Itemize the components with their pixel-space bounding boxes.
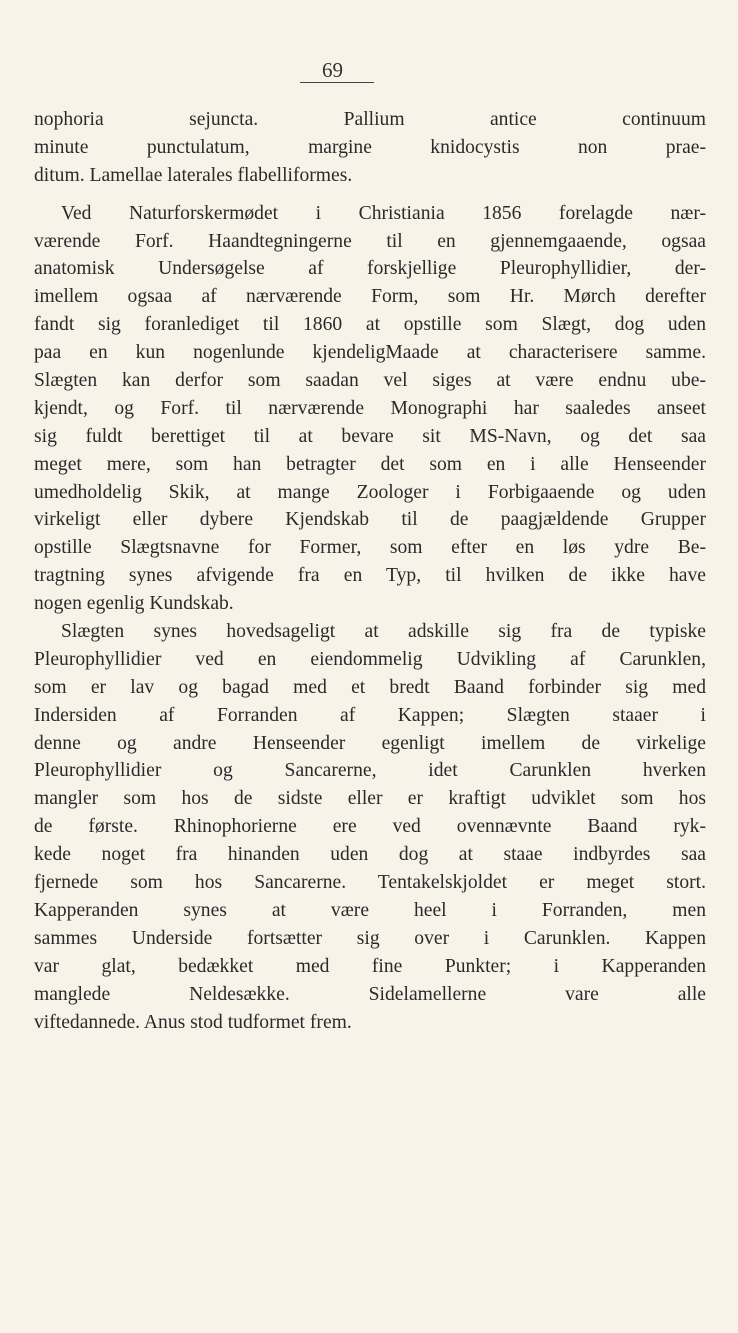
text-line: denne og andre Henseender egenligt imellem de virkelige — [34, 732, 706, 754]
text-line: fjernede som hos Sancarerne. Tentakelskjoldet er meget stort. — [34, 872, 706, 894]
page-number: 69 — [322, 58, 343, 82]
text-line: mangler som hos de sidste eller er kraftigt udviklet som hos — [34, 788, 706, 810]
text-line: kjendt, og Forf. til nærværende Monographi har saaledes anseet — [34, 397, 706, 419]
text-line: viftedannede. Anus stod tudformet frem. — [34, 1011, 352, 1033]
text-line: anatomisk Undersøgelse af forskjellige Pleurophyllidier, der- — [34, 258, 706, 280]
text-line: virkeligt eller dybere Kjendskab til de paagjældende Grupper — [34, 509, 706, 531]
text-line: sammes Underside fortsætter sig over i Carunklen. Kappen — [34, 927, 706, 949]
paragraph-description — [34, 618, 706, 1036]
text-line: som er lav og bagad med et bredt Baand forbinder sig med — [34, 676, 706, 698]
text-line: Pleurophyllidier ved en eiendommelig Udvikling af Carunklen, — [34, 648, 706, 670]
text-line: værende Forf. Haandtegningerne til en gjennemgaaende, ogsaa — [34, 230, 706, 252]
paragraph-latin-diagnosis — [34, 106, 706, 190]
text-line: ditum. Lamellae laterales flabelliformes. — [34, 164, 353, 186]
text-line: Ved Naturforskermødet i Christiania 1856 forelagde nær- — [61, 202, 706, 224]
paragraph-gap — [34, 190, 706, 200]
text-line: fandt sig foranlediget til 1860 at opstille som Slægt, dog uden — [34, 314, 706, 336]
text-line: meget mere, som han betragter det som en i alle Henseender — [34, 453, 706, 475]
text-line: var glat, bedækket med fine Punkter; i Kapperanden — [34, 955, 706, 977]
paragraph-history — [34, 200, 706, 618]
text-line: de første. Rhinophorierne ere ved ovennævnte Baand ryk- — [34, 816, 706, 838]
text-line: umedholdelig Skik, at mange Zoologer i Forbigaaende og uden — [34, 481, 706, 503]
text-line: Pleurophyllidier og Sancarerne, idet Carunklen hverken — [34, 760, 706, 782]
text-line: kede noget fra hinanden uden dog at staae indbyrdes saa — [34, 844, 706, 866]
text-line: nogen egenlig Kundskab. — [34, 593, 234, 615]
page-number-rule — [300, 82, 374, 83]
text-line: nophoria sejuncta. Pallium antice continuum — [34, 109, 706, 130]
body-text — [34, 106, 706, 1036]
text-line: imellem ogsaa af nærværende Form, som Hr. Mørch derefter — [34, 286, 706, 308]
text-line: sig fuldt berettiget til at bevare sit MS-Navn, og det saa — [34, 425, 706, 447]
text-line: minute punctulatum, margine knidocystis non prae- — [34, 136, 706, 158]
text-line: Kapperanden synes at være heel i Forranden, men — [34, 899, 706, 921]
text-line: paa en kun nogenlunde kjendeligMaade at characterisere samme. — [34, 342, 706, 364]
text-line: Indersiden af Forranden af Kappen; Slægten staaer i — [34, 704, 706, 726]
text-line: manglede Neldesække. Sidelamellerne vare alle — [34, 983, 706, 1005]
text-line: Slægten kan derfor som saadan vel siges at være endnu ube- — [34, 370, 706, 392]
text-line: tragtning synes afvigende fra en Typ, til hvilken de ikke have — [34, 565, 706, 587]
text-line: Slægten synes hovedsageligt at adskille sig fra de typiske — [61, 621, 706, 643]
text-line: opstille Slægtsnavne for Former, som efter en løs ydre Be- — [34, 537, 706, 559]
